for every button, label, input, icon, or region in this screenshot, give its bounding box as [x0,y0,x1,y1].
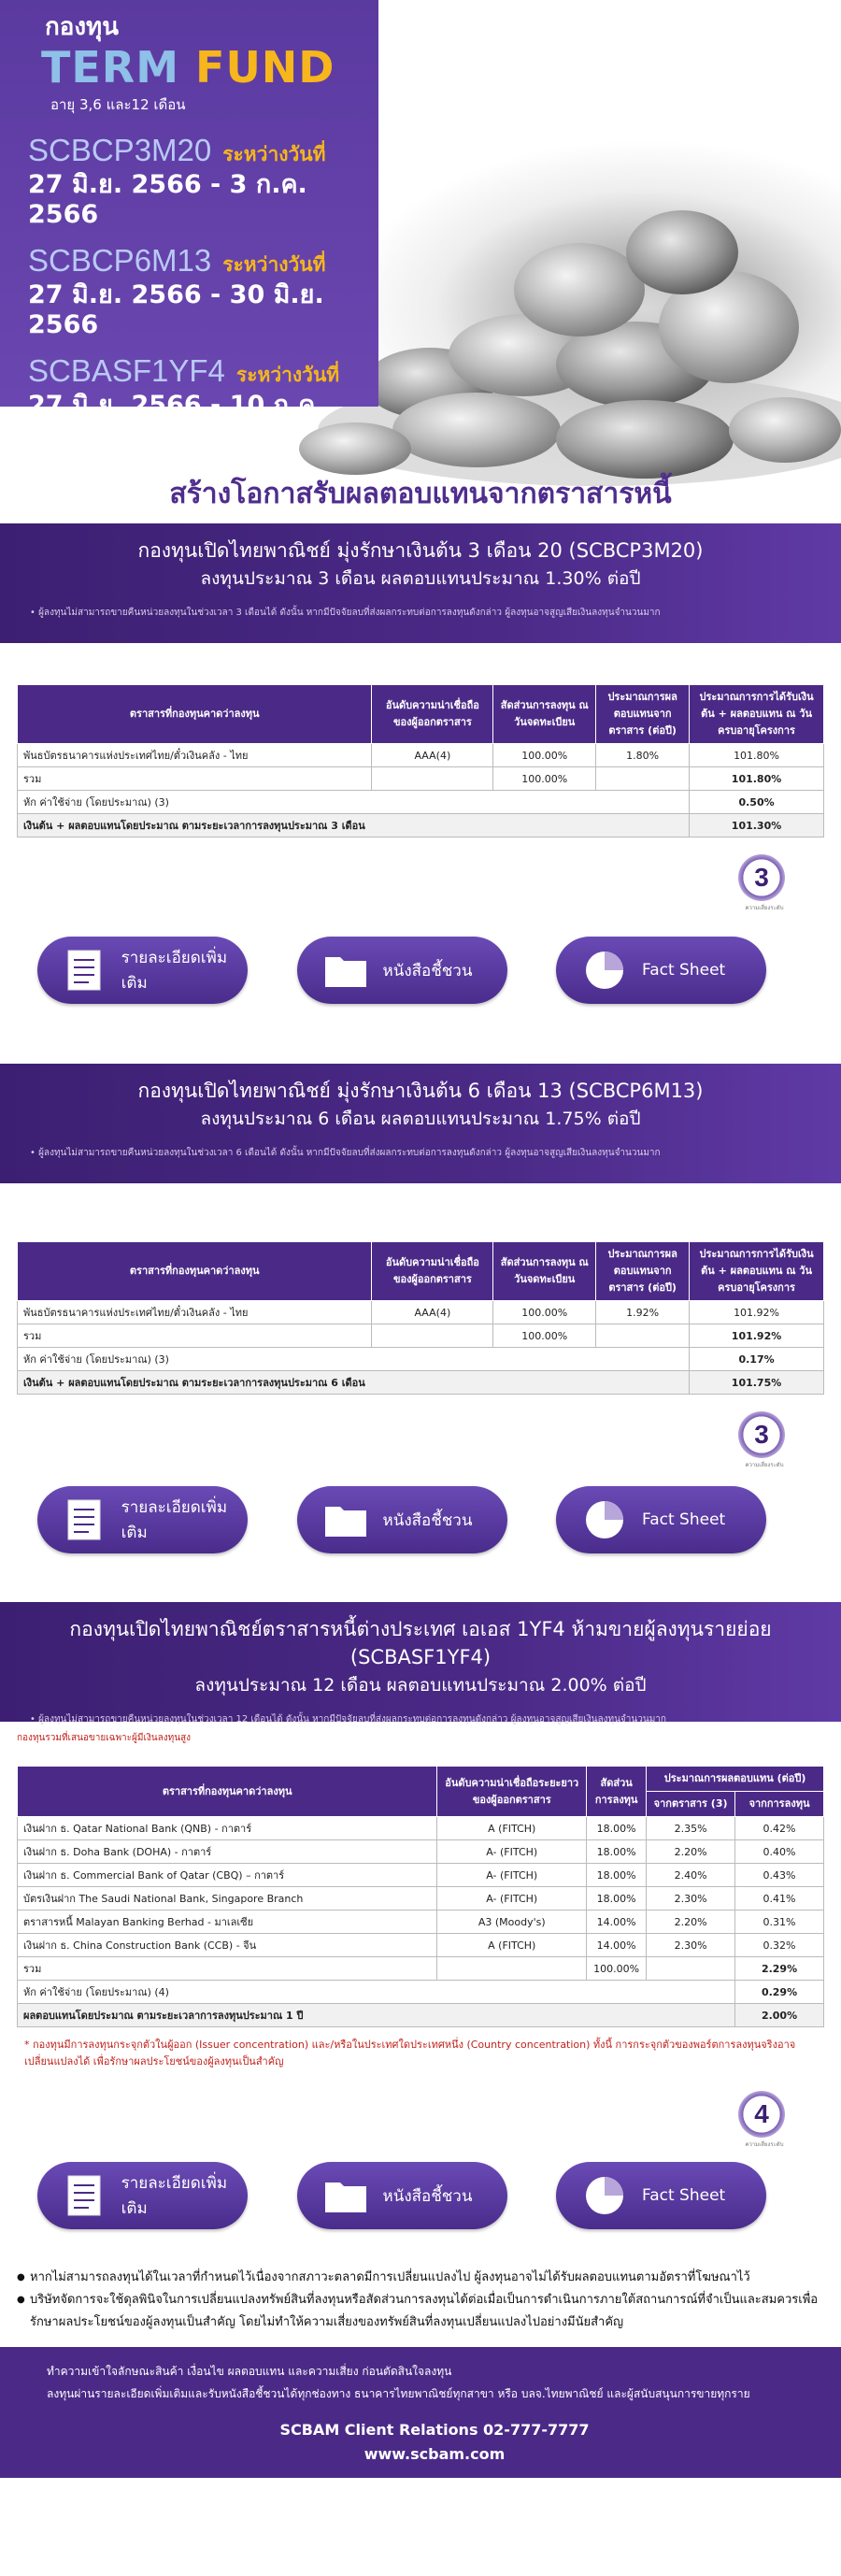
risk-caption: ความเสี่ยงระดับ [745,2141,784,2148]
cell-rating: A3 (Moody's) [437,1911,587,1934]
risk-level: 3 [754,1420,769,1449]
details-button[interactable] [37,937,248,1004]
total-row [18,1957,824,1981]
grand-value: 101.30% [690,814,824,837]
col-header: ประมาณการผลตอบแทน (ต่อปี) [647,1767,824,1792]
cell-rating: A- (FITCH) [437,1864,587,1887]
folder-icon [320,2173,372,2218]
pie-chart-icon [578,948,631,993]
fee-row [18,1981,824,2004]
col-header: ตราสารที่กองทุนคาดว่าลงทุน [18,1242,372,1301]
prospectus-button[interactable] [297,1486,507,1553]
factsheet-button[interactable] [556,2162,766,2229]
fee-label: หัก ค่าใช้จ่าย (โดยประมาณ) (3) [18,791,690,814]
col-header: ประมาณการการได้รับเงินต้น + ผลตอบแทน ณ วันครบอายุโครงการ [690,685,824,744]
col-header: ประมาณการผลตอบแทนจากตราสาร (ต่อปี) [596,1242,690,1301]
col-header: ตราสารที่กองทุนคาดว่าลงทุน [18,685,372,744]
details-label: รายละเอียดเพิ่มเติม [121,949,228,993]
fund-during: ระหว่างวันที่ [222,143,326,165]
cell-yield: 2.20% [647,1911,735,1934]
fee-label: หัก ค่าใช้จ่าย (โดยประมาณ) (4) [18,1981,735,2004]
col-header: อันดับความน่าเชื่อถือของผู้ออกตราสาร [372,685,493,744]
hero-fund-1 [28,133,360,230]
cell-rating: AAA(4) [372,744,493,767]
cell-name: บัตรเงินฝาก The Saudi National Bank, Singapore Branch [18,1887,437,1911]
total-alloc: 100.00% [493,767,596,791]
fund-code: SCBCP6M13 [28,243,212,278]
details-label: รายละเอียดเพิ่มเติม [121,1498,228,1542]
fee-label: หัก ค่าใช้จ่าย (โดยประมาณ) (3) [18,1348,690,1371]
table-row [18,1911,824,1934]
cell-name: เงินฝาก ธ. Doha Bank (DOHA) - กาตาร์ [18,1840,437,1864]
hero-tagline: สร้างโอกาสรับผลตอบแทนจากตราสารหนี้ [169,478,672,510]
factsheet-label: Fact Sheet [642,961,726,980]
details-label: รายละเอียดเพิ่มเติม [121,2174,228,2218]
risk-level-badge [738,2091,785,2138]
fund1-header [0,523,841,643]
table-row [18,1817,824,1840]
cell-contrib: 0.40% [735,1840,824,1864]
fee-value: 0.17% [690,1348,824,1371]
hero-fund-3 [28,353,360,451]
fund-during: ระหว่างวันที่ [222,253,326,276]
cell-contrib: 0.32% [735,1934,824,1957]
cell-alloc: 18.00% [587,1887,647,1911]
cell-rating: A (FITCH) [437,1934,587,1957]
col-header: สัดส่วนการลงทุน [587,1767,647,1817]
table-row [18,1864,824,1887]
fund3-name: กองทุนเปิดไทยพาณิชย์ตราสารหนี้ต่างประเทศ เอเอส 1YF4 ห้ามขายผู้ลงทุนรายย่อย (SCBASF1YF4) [69,1618,772,1668]
cell-yield: 2.30% [647,1887,735,1911]
footer-line1: ทำความเข้าใจลักษณะสินค้า เงื่อนไข ผลตอบแทน และความเสี่ยง ก่อนตัดสินใจลงทุน [47,2365,452,2378]
fund3-red-note: กองทุนรวมที่เสนอขายเฉพาะผู้มีเงินลงทุนสูง [17,1733,192,1743]
grand-label: เงินต้น + ผลตอบแทนโดยประมาณ ตามระยะเวลาการลงทุนประมาณ 6 เดือน [18,1371,690,1395]
cell-rating: A- (FITCH) [437,1840,587,1864]
total-return: 101.92% [690,1324,824,1348]
col-header: จากการลงทุน [735,1792,824,1817]
table-row [18,744,824,767]
grand-label: ผลตอบแทนโดยประมาณ ตามระยะเวลาการลงทุนประมาณ 1 ปี [18,2004,735,2027]
footer-line2: ลงทุนผ่านรายละเอียดเพิ่มเติมและรับหนังสือชี้ชวนได้ทุกช่องทาง ธนาคารไทยพาณิชย์ทุกสาขา หรือ บลจ.ไทยพาณิชย์ และผู้สนับสนุนการขายทุกราย [47,2387,750,2400]
fund-date: 27 มิ.ย. 2566 - 30 มิ.ย. 2566 [28,280,324,339]
factsheet-button[interactable] [556,1486,766,1553]
fund1-note: • ผู้ลงทุนไม่สามารถขายคืนหน่วยลงทุนในช่วงเวลา 3 เดือนได้ ดังนั้น หากมีปัจจัยลบที่ส่งผลกระทบต่อการลงทุนดังกล่าว ผู้ลงทุนอาจสูญเสียเงินลงทุนจำนวนมาก [30,608,661,618]
col-header: สัดส่วนการลงทุน ณ วันจดทะเบียน [493,1242,596,1301]
disclaimer-item: ● หากไม่สามารถลงทุนได้ในเวลาที่กำหนดไว้เนื่องจากสภาวะตลาดมีการเปลี่ยนแปลงไป ผู้ลงทุนอาจไม่ได้รับผลตอบแทนตามอัตราที่โฆษณาไว้ [17,2267,824,2289]
risk-caption: ความเสี่ยงระดับ [745,905,784,911]
fund3-buttons [0,2162,841,2229]
cell-yield: 2.40% [647,1864,735,1887]
fee-value: 0.29% [735,1981,824,2004]
fund3-table [17,1766,824,2027]
col-header: ประมาณการการได้รับเงินต้น + ผลตอบแทน ณ วันครบอายุโครงการ [690,1242,824,1301]
grand-label: เงินต้น + ผลตอบแทนโดยประมาณ ตามระยะเวลาการลงทุนประมาณ 3 เดือน [18,814,690,837]
fund1-table-wrap [0,684,841,837]
cell-name: เงินฝาก ธ. Commercial Bank of Qatar (CBQ) – กาตาร์ [18,1864,437,1887]
disclaimer-list [0,2267,841,2334]
cell-contrib: 0.42% [735,1817,824,1840]
prospectus-label: หนังสือชี้ชวน [382,1510,473,1530]
cell-contrib: 0.41% [735,1887,824,1911]
grand-value: 101.75% [690,1371,824,1395]
cell-alloc: 18.00% [587,1840,647,1864]
total-label: รวม [18,767,372,791]
cell-name: พันธบัตรธนาคารแห่งประเทศไทย/ตั๋วเงินคลัง - ไทย [18,744,372,767]
col-header: จากตราสาร (3) [647,1792,735,1817]
folder-icon [320,1497,372,1542]
factsheet-label: Fact Sheet [642,2186,726,2205]
risk-level-badge [738,854,785,901]
cell-yield: 1.80% [596,744,690,767]
table-row [18,1301,824,1324]
fund2-header [0,1064,841,1183]
document-icon [60,948,110,993]
cell-rating: AAA(4) [372,1301,493,1324]
cell-name: พันธบัตรธนาคารแห่งประเทศไทย/ตั๋วเงินคลัง - ไทย [18,1301,372,1324]
col-header: ประมาณการผลตอบแทนจากตราสาร (ต่อปี) [596,685,690,744]
risk-level-badge [738,1411,785,1458]
cell-alloc: 14.00% [587,1934,647,1957]
col-header: อันดับความน่าเชื่อถือของผู้ออกตราสาร [372,1242,493,1301]
fee-row [18,1348,824,1371]
prospectus-label: หนังสือชี้ชวน [382,2186,473,2206]
cell-alloc: 18.00% [587,1864,647,1887]
factsheet-button[interactable] [556,937,766,1004]
footer [0,2347,841,2478]
fund1-name: กองทุนเปิดไทยพาณิชย์ มุ่งรักษาเงินต้น 3 เดือน 20 (SCBCP3M20) [137,539,704,562]
details-button[interactable] [37,2162,248,2229]
grand-row [18,1371,824,1395]
risk-level: 3 [754,863,769,892]
total-row [18,767,824,791]
col-header: สัดส่วนการลงทุน ณ วันจดทะเบียน [493,685,596,744]
fund2-buttons [0,1486,841,1553]
fund2-table-wrap [0,1241,841,1395]
cell-alloc: 18.00% [587,1817,647,1840]
table-row [18,1887,824,1911]
fund1-sub: ลงทุนประมาณ 3 เดือน ผลตอบแทนประมาณ 1.30% ต่อปี [200,568,641,589]
fund1-buttons [0,937,841,1004]
fund-date: 27 มิ.ย. 2566 - 10 ก.ค. 2566 [28,391,325,450]
table-row [18,1840,824,1864]
total-return: 2.29% [735,1957,824,1981]
risk-level: 4 [754,2099,769,2128]
hero-word: กองทุน [45,13,119,41]
grand-row [18,814,824,837]
fund-code: SCBCP3M20 [28,133,212,167]
folder-icon [320,948,372,993]
cell-contrib: 0.43% [735,1864,824,1887]
cell-name: เงินฝาก ธ. China Construction Bank (CCB) - จีน [18,1934,437,1957]
total-label: รวม [18,1957,437,1981]
hero-title-fund: FUND [195,42,335,93]
cell-alloc: 100.00% [493,744,596,767]
fund2-name: กองทุนเปิดไทยพาณิชย์ มุ่งรักษาเงินต้น 6 เดือน 13 (SCBCP6M13) [137,1080,704,1102]
fund3-sub: ลงทุนประมาณ 12 เดือน ผลตอบแทนประมาณ 2.00% ต่อปี [194,1675,647,1696]
table-row [18,1934,824,1957]
hero-title [41,41,360,93]
document-icon [60,2173,110,2218]
document-icon [60,1497,110,1542]
prospectus-button[interactable] [297,937,507,1004]
grand-row [18,2004,824,2027]
total-return: 101.80% [690,767,824,791]
cell-alloc: 14.00% [587,1911,647,1934]
hero-title-term: TERM [41,42,179,93]
fund3-table-wrap [0,1766,841,2027]
concentration-note: * กองทุนมีการลงทุนกระจุกตัวในผู้ออก (Issuer concentration) และ/หรือในประเทศใดประเทศหนึ่ง (Country concentration) ทั้งนี้ การกระจุกตัวของพอร์ตการลงทุนจริงอาจเปลี่ยนแปลงได้ เพื่อรักษาผลประโยชน์ของผู้ลงทุนเป็นสำคัญ [24,2039,796,2068]
fee-value: 0.50% [690,791,824,814]
cell-return: 101.80% [690,744,824,767]
cell-yield: 2.35% [647,1817,735,1840]
fund3-note: • ผู้ลงทุนไม่สามารถขายคืนหน่วยลงทุนในช่วงเวลา 12 เดือนได้ ดังนั้น หากมีปัจจัยลบที่ส่งผลกระทบต่อการลงทุนดังกล่าว ผู้ลงทุนอาจสูญเสียเงินลงทุนจำนวนมาก [30,1714,666,1724]
fee-row [18,791,824,814]
prospectus-label: หนังสือชี้ชวน [382,961,473,980]
hero-age: อายุ 3,6 และ12 เดือน [50,96,186,113]
grand-value: 2.00% [735,2004,824,2027]
disclaimer-item: ● บริษัทจัดการจะใช้ดุลพินิจในการเปลี่ยนแปลงทรัพย์สินที่ลงทุนหรือสัดส่วนการลงทุนได้ต่อเมื่อเป็นการดำเนินการภายใต้สถานการณ์ที่จำเป็นและสมควรเพื่อรักษาผลประโยชน์ของผู้ลงทุนเป็นสำคัญ โดยไม่ทำให้ความเสี่ยงของทรัพย์สินที่ลงทุนเปลี่ยนแปลงไปอย่างมีนัยสำคัญ [17,2289,824,2334]
cell-yield: 1.92% [596,1301,690,1324]
col-header: อันดับความน่าเชื่อถือระยะยาวของผู้ออกตราสาร [437,1767,587,1817]
hero-fund-2 [28,243,360,340]
cell-rating: A- (FITCH) [437,1887,587,1911]
risk-caption: ความเสี่ยงระดับ [745,1462,784,1468]
cell-yield: 2.30% [647,1934,735,1957]
fund-date: 27 มิ.ย. 2566 - 3 ก.ค. 2566 [28,170,307,229]
cell-rating: A (FITCH) [437,1817,587,1840]
cell-name: ตราสารหนี้ Malayan Banking Berhad - มาเลเซีย [18,1911,437,1934]
total-alloc: 100.00% [587,1957,647,1981]
fund-code: SCBASF1YF4 [28,353,225,388]
cell-return: 101.92% [690,1301,824,1324]
fund-during: ระหว่างวันที่ [235,364,340,386]
website-link[interactable]: www.scbam.com [363,2445,506,2463]
cell-name: เงินฝาก ธ. Qatar National Bank (QNB) - กาตาร์ [18,1817,437,1840]
hero-panel [0,0,378,450]
fund2-table [17,1241,824,1395]
total-alloc: 100.00% [493,1324,596,1348]
hero-banner [0,0,841,523]
fund2-sub: ลงทุนประมาณ 6 เดือน ผลตอบแทนประมาณ 1.75% ต่อปี [200,1109,641,1129]
prospectus-button[interactable] [297,2162,507,2229]
details-button[interactable] [37,1486,248,1553]
fund1-table [17,684,824,837]
total-row [18,1324,824,1348]
factsheet-label: Fact Sheet [642,1510,726,1529]
fund2-note: • ผู้ลงทุนไม่สามารถขายคืนหน่วยลงทุนในช่วงเวลา 6 เดือนได้ ดังนั้น หากมีปัจจัยลบที่ส่งผลกระทบต่อการลงทุนดังกล่าว ผู้ลงทุนอาจสูญเสียเงินลงทุนจำนวนมาก [30,1148,661,1158]
pie-chart-icon [578,2173,631,2218]
total-label: รวม [18,1324,372,1348]
client-relations: SCBAM Client Relations 02-777-7777 [279,2421,590,2439]
cell-alloc: 100.00% [493,1301,596,1324]
fund3-header [0,1602,841,1722]
col-header: ตราสารที่กองทุนคาดว่าลงทุน [18,1767,437,1817]
pie-chart-icon [578,1497,631,1542]
cell-yield: 2.20% [647,1840,735,1864]
cell-contrib: 0.31% [735,1911,824,1934]
